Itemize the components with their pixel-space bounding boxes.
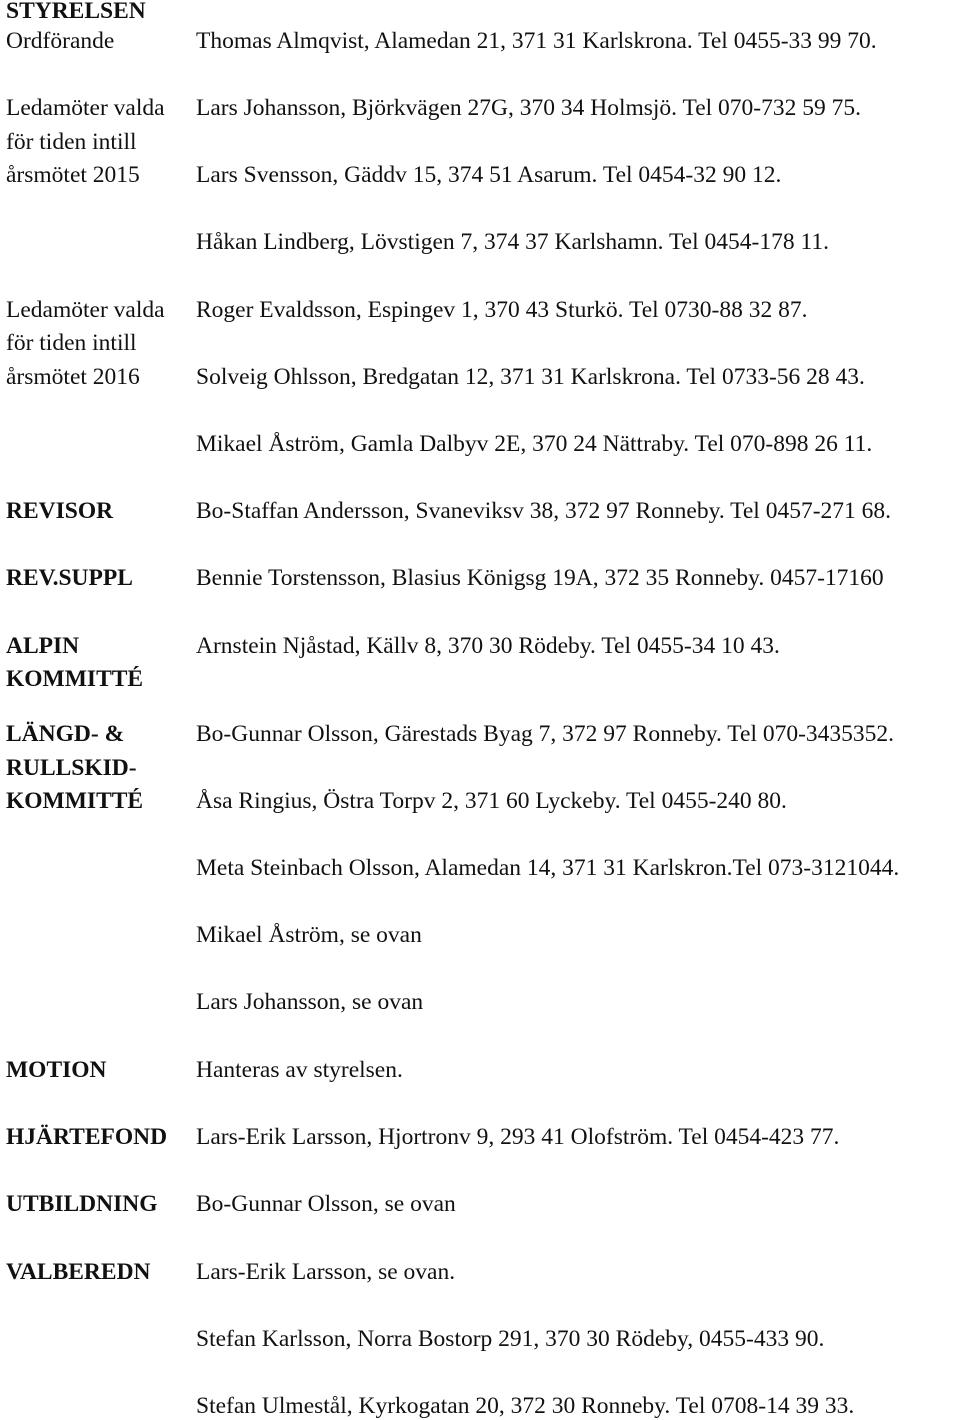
utbildning-value: Bo-Gunnar Olsson, se ovan [196, 1191, 456, 1217]
langd-label-line2: RULLSKID- [6, 755, 137, 781]
revisor-value: Bo-Staffan Andersson, Svaneviksv 38, 372 97 Ronneby. Tel 0457-271 68. [196, 498, 892, 524]
revisor-label: REVISOR [6, 498, 114, 524]
hjartefond-value: Lars-Erik Larsson, Hjortronv 9, 293 41 Olofström. Tel 0454-423 77. [196, 1124, 840, 1150]
ordforande-value: Thomas Almqvist, Alamedan 21, 371 31 Karlskrona. Tel 0455-33 99 70. [196, 28, 877, 54]
ledamoter-2015-member: Håkan Lindberg, Lövstigen 7, 374 37 Karlshamn. Tel 0454-178 11. [196, 229, 829, 255]
rev-suppl-value: Bennie Torstensson, Blasius Königsg 19A, 372 35 Ronneby. 0457-17160 [196, 565, 884, 591]
ledamoter-2015-member: Lars Johansson, Björkvägen 27G, 370 34 Holmsjö. Tel 070-732 59 75. [196, 95, 862, 121]
alpin-label-line1: ALPIN [6, 633, 80, 659]
ordforande-label: Ordförande [6, 28, 115, 54]
langd-member: Mikael Åström, se ovan [196, 922, 422, 948]
ledamoter-2015-label-line2: för tiden intill [6, 129, 137, 155]
motion-value: Hanteras av styrelsen. [196, 1057, 403, 1083]
motion-label: MOTION [6, 1057, 107, 1083]
section-heading: STYRELSEN [6, 0, 146, 24]
langd-member: Åsa Ringius, Östra Torpv 2, 371 60 Lyckeby. Tel 0455-240 80. [196, 788, 787, 814]
langd-member: Bo-Gunnar Olsson, Gärestads Byag 7, 372 97 Ronneby. Tel 070-3435352. [196, 721, 895, 747]
hjartefond-label: HJÄRTEFOND [6, 1124, 168, 1150]
langd-member: Lars Johansson, se ovan [196, 989, 424, 1015]
ledamoter-2016-member: Roger Evaldsson, Espingev 1, 370 43 Sturkö. Tel 0730-88 32 87. [196, 297, 808, 323]
ledamoter-2016-label-line2: för tiden intill [6, 330, 137, 356]
utbildning-label: UTBILDNING [6, 1191, 158, 1217]
alpin-label-line2: KOMMITTÉ [6, 666, 144, 692]
alpin-value: Arnstein Njåstad, Källv 8, 370 30 Rödeby. Tel 0455-34 10 43. [196, 633, 780, 659]
valberedn-member: Stefan Ulmestål, Kyrkogatan 20, 372 30 Ronneby. Tel 0708-14 39 33. [196, 1393, 855, 1419]
valberedn-label: VALBEREDN [6, 1259, 151, 1285]
langd-member: Meta Steinbach Olsson, Alamedan 14, 371 31 Karlskron.Tel 073-3121044. [196, 855, 900, 881]
langd-label-line1: LÄNGD- & [6, 721, 125, 747]
langd-label-line3: KOMMITTÉ [6, 788, 144, 814]
rev-suppl-label: REV.SUPPL [6, 565, 133, 591]
valberedn-member: Stefan Karlsson, Norra Bostorp 291, 370 30 Rödeby, 0455-433 90. [196, 1326, 825, 1352]
ledamoter-2015-label-line1: Ledamöter valda [6, 95, 165, 121]
valberedn-member: Lars-Erik Larsson, se ovan. [196, 1259, 456, 1285]
ledamoter-2016-label-line3: årsmötet 2016 [6, 364, 140, 390]
ledamoter-2015-label-line3: årsmötet 2015 [6, 162, 140, 188]
ledamoter-2016-member: Mikael Åström, Gamla Dalbyv 2E, 370 24 Nättraby. Tel 070-898 26 11. [196, 431, 873, 457]
ledamoter-2015-member: Lars Svensson, Gäddv 15, 374 51 Asarum. Tel 0454-32 90 12. [196, 162, 782, 188]
ledamoter-2016-label-line1: Ledamöter valda [6, 297, 165, 323]
ledamoter-2016-member: Solveig Ohlsson, Bredgatan 12, 371 31 Karlskrona. Tel 0733-56 28 43. [196, 364, 865, 390]
